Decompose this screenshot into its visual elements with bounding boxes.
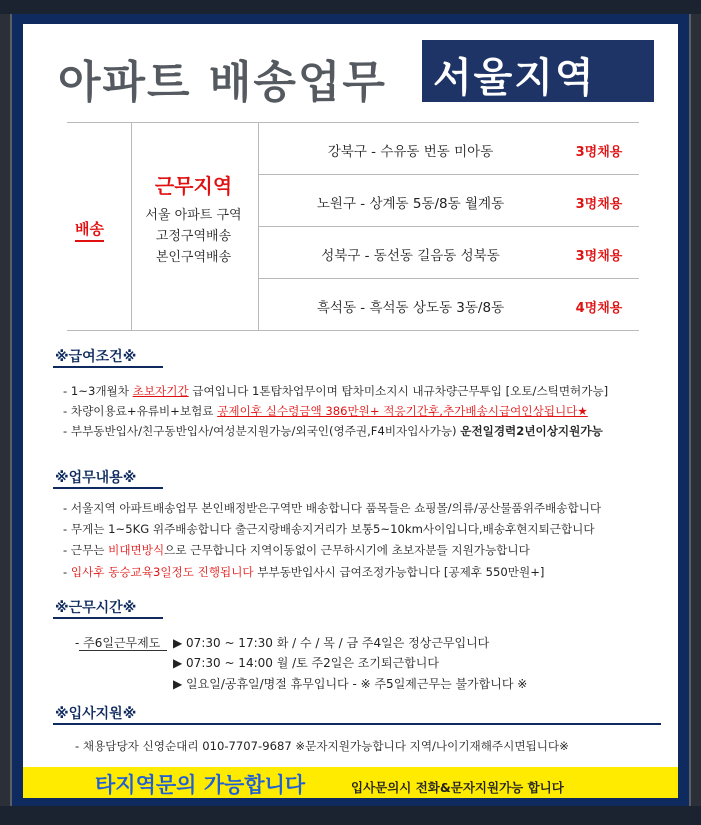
contactless-highlight: 비대면방식 — [108, 543, 165, 557]
hours-label: - 주6일근무제도 — [75, 636, 161, 650]
hire-count: 3명채용 — [575, 249, 623, 264]
table-bottom-line — [67, 330, 639, 331]
pay-highlight: 공제이후 실수령금액 386만원+ 적응기간후,추가배송시급여인상됩니다★ — [217, 404, 588, 418]
area-line: 본인구역배송 — [155, 250, 232, 265]
table-top-line — [67, 122, 639, 123]
hours-heading: ※근무시간※ — [55, 600, 137, 616]
route-cell: 노원구 - 상계동 5동/8동 월계동 — [316, 196, 505, 212]
table-row-line — [258, 226, 639, 227]
title-left: 아파트 배송업무 — [58, 57, 387, 108]
hire-count: 3명채용 — [575, 197, 623, 212]
route-cell: 성북구 - 동선동 길음동 성북동 — [321, 248, 500, 264]
hours-line-3: ▶ 일요일/공휴일/명절 휴무입니다 - ※ 주5일제근무는 불가합니다 ※ — [173, 677, 528, 691]
beginner-highlight: 초보자기간 — [132, 384, 189, 398]
poster-content — [23, 24, 678, 798]
apply-line-1: - 채용담당자 신영순대리 010-7707-9687 ※문자지원가능합니다 지역/나이기재해주시면됩니다※ — [75, 739, 569, 753]
training-highlight: 입사후 동승교육3일정도 진행됩니다 — [70, 565, 254, 579]
hours-heading-underline — [53, 617, 163, 619]
bottom-background-strip — [0, 806, 701, 825]
table-row-line — [258, 278, 639, 279]
work-line-4: - 입사후 동승교육3일정도 진행됩니다 부부동반입사시 급여조정가능합니다 [공제후 550만원+] — [63, 565, 545, 579]
hours-label-underline — [79, 650, 167, 651]
work-line-1: - 서울지역 아파트배송업무 본인배정받은구역만 배송합니다 품목들은 쇼핑몰/의류/공산물품위주배송합니다 — [63, 501, 602, 515]
hours-line-1: ▶ 07:30 ~ 17:30 화 / 수 / 목 / 금 주4일은 정상근무입니다 — [173, 636, 490, 650]
hire-count: 4명채용 — [575, 301, 623, 316]
work-heading-underline — [53, 487, 163, 489]
salary-line-1: - 1~3개월차 초보자기간 급여입니다 1톤탑차업무이며 탑차미소지시 내규차량근무투입 [오토/스틱면허가능] — [63, 384, 609, 398]
salary-heading-underline — [53, 366, 163, 368]
route-cell: 강북구 - 수유동 번동 미아동 — [327, 144, 494, 160]
apply-heading: ※입사지원※ — [55, 706, 137, 722]
area-line: 고정구역배송 — [155, 229, 232, 244]
salary-line-3: - 부부동반입사/친구동반입사/여성분지원가능/외국인(영주권,F4비자입사가능) 운전일경력2년이상지원가능 — [63, 424, 603, 438]
left-background — [0, 14, 10, 806]
job-poster — [12, 14, 689, 806]
apply-heading-underline — [53, 723, 661, 725]
work-line-2: - 무게는 1~5KG 위주배송합니다 출근지랑배송지거리가 보통5~10km사이입니다,배송후현지퇴근합니다 — [63, 522, 595, 536]
route-cell: 흑석동 - 흑석동 상도동 3동/8동 — [316, 300, 505, 316]
work-heading: ※업무내용※ — [55, 470, 137, 486]
title-right: 서울지역 — [433, 55, 596, 101]
top-background-strip — [0, 0, 701, 14]
category-label: 배송 — [75, 218, 104, 242]
work-line-3: - 근무는 비대면방식으로 근무합니다 지역이동없이 근무하시기에 초보자분들 지원가능합니다 — [63, 543, 530, 557]
area-line: 서울 아파트 구역 — [145, 208, 242, 223]
experience-requirement: 운전일경력2년이상지원가능 — [460, 424, 603, 438]
right-background — [691, 14, 701, 806]
area-title: 근무지역 — [154, 174, 233, 198]
salary-line-2: - 차량이용료+유류비+보험료 공제이후 실수령금액 386만원+ 적응기간후,추가배송시급여인상됩니다★ — [63, 404, 588, 418]
hire-count: 3명채용 — [575, 145, 623, 160]
footer-sub-text: 입사문의시 전화&문자지원가능 합니다 — [351, 780, 564, 795]
footer-main-text: 타지역문의 가능합니다 — [95, 773, 306, 797]
salary-heading: ※급여조건※ — [55, 349, 137, 365]
hours-line-2: ▶ 07:30 ~ 14:00 월 /토 주2일은 조기퇴근합니다 — [173, 656, 439, 670]
table-row-line — [258, 174, 639, 175]
